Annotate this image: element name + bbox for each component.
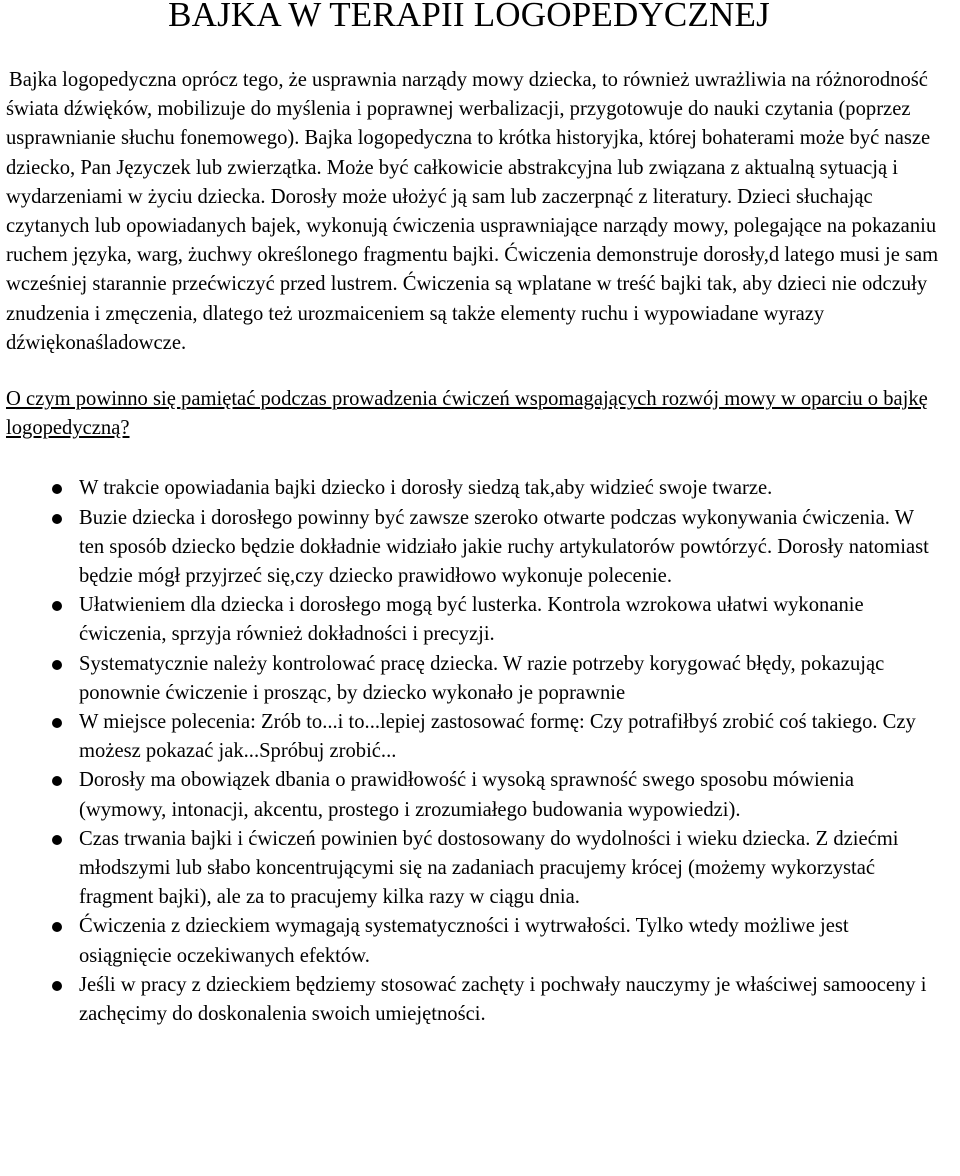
list-item	[6, 708, 942, 766]
list-item-text: Ułatwieniem dla dziecka i dorosłego mogą być lusterka. Kontrola wzrokowa ułatwi wykonanie ćwiczenia, sprzyja również dokładności i precyzji.	[79, 594, 864, 646]
tips-list	[6, 474, 942, 1029]
list-item	[6, 912, 942, 970]
list-item-text: Systematycznie należy kontrolować pracę dziecka. W razie potrzeby korygować błędy, pokazując ponownie ćwiczenie i prosząc, by dziecko wykonało je poprawnie	[79, 652, 885, 704]
list-item-text: Dorosły ma obowiązek dbania o prawidłowość i wysoką sprawność swego sposobu mówienia (wymowy, intonacji, akcentu, prostego i zrozumiałego budowania wypowiedzi).	[79, 769, 854, 821]
intro-paragraph: Bajka logopedyczna oprócz tego, że usprawnia narządy mowy dziecka, to również uwrażliwia na różnorodność świata dźwięków, mobilizuje do myślenia i poprawnej werbalizacji, przygotowuje do nauki czytania (poprzez usprawnianie słuchu fonemowego). Bajka logopedyczna to krótka historyjka, której bohaterami może być nasze dziecko, Pan Języczek lub zwierzątka. Może być całkowicie abstrakcyjna lub związana z aktualną sytuacją i wydarzeniami w życiu dziecka. Dorosły może ułożyć ją sam lub zaczerpnąć z literatury. Dzieci słuchając czytanych lub opowiadanych bajek, wykonują ćwiczenia usprawniające narządy mowy, polegające na pokazaniu ruchem języka, warg, żuchwy określonego fragmentu bajki. Ćwiczenia demonstruje dorosły,d latego musi je sam wcześniej starannie przećwiczyć przed lustrem. Ćwiczenia są wplatane w treść bajki tak, aby dzieci nie odczuły znudzenia i zmęczenia, dlatego też urozmaiceniem są także elementy ruchu i wypowiadane wyrazy dźwiękonaśladowcze.	[6, 69, 939, 354]
list-item-text: W miejsce polecenia: Zrób to...i to...lepiej zastosować formę: Czy potrafiłbyś zrobić coś takiego. Czy możesz pokazać jak...Spróbuj zrobić...	[79, 711, 916, 763]
bullet-icon	[52, 922, 62, 932]
bullet-icon	[52, 776, 62, 786]
bullet-icon	[52, 514, 62, 524]
list-item	[6, 591, 942, 649]
list-item	[6, 504, 942, 592]
list-item	[6, 474, 942, 503]
list-item-text: Jeśli w pracy z dzieckiem będziemy stosować zachęty i pochwały nauczymy je właściwej samooceny i zachęcimy do doskonalenia swoich umiejętności.	[79, 973, 927, 1026]
bullet-icon	[52, 484, 62, 494]
section-question: O czym powinno się pamiętać podczas prowadzenia ćwiczeń wspomagających rozwój mowy w oparciu o bajkę logopedyczną?	[6, 388, 928, 440]
bullet-icon	[52, 601, 62, 611]
bullet-icon	[52, 835, 62, 845]
list-item	[6, 766, 942, 824]
list-item-text: Buzie dziecka i dorosłego powinny być zawsze szeroko otwarte podczas wykonywania ćwiczenia. W ten sposób dziecko będzie dokładnie widziało jakie ruchy artykulatorów powtórzyć. Dorosły natomiast będzie mógł przyjrzeć się,czy dziecko prawidłowo wykonuje polecenie.	[79, 506, 929, 588]
list-item-text: W trakcie opowiadania bajki dziecko i dorosły siedzą tak,aby widzieć swoje twarze.	[79, 477, 773, 500]
list-item-text: Ćwiczenia z dzieckiem wymagają systematyczności i wytrwałości. Tylko wtedy możliwe jest osiągnięcie oczekiwanych efektów.	[79, 915, 849, 967]
list-item	[6, 650, 942, 708]
bullet-icon	[52, 660, 62, 670]
list-item	[6, 825, 942, 913]
document-title: BAJKA W TERAPII LOGOPEDYCZNEJ	[168, 0, 770, 34]
bullet-icon	[52, 718, 62, 728]
list-item-text: Czas trwania bajki i ćwiczeń powinien być dostosowany do wydolności i wieku dziecka. Z dziećmi młodszymi lub słabo koncentrującymi się na zadaniach pracujemy krócej (możemy wykorzystać fragment bajki), ale za to pracujemy kilka razy w ciągu dnia.	[79, 827, 899, 909]
list-item	[6, 971, 942, 1029]
bullet-icon	[52, 981, 62, 991]
